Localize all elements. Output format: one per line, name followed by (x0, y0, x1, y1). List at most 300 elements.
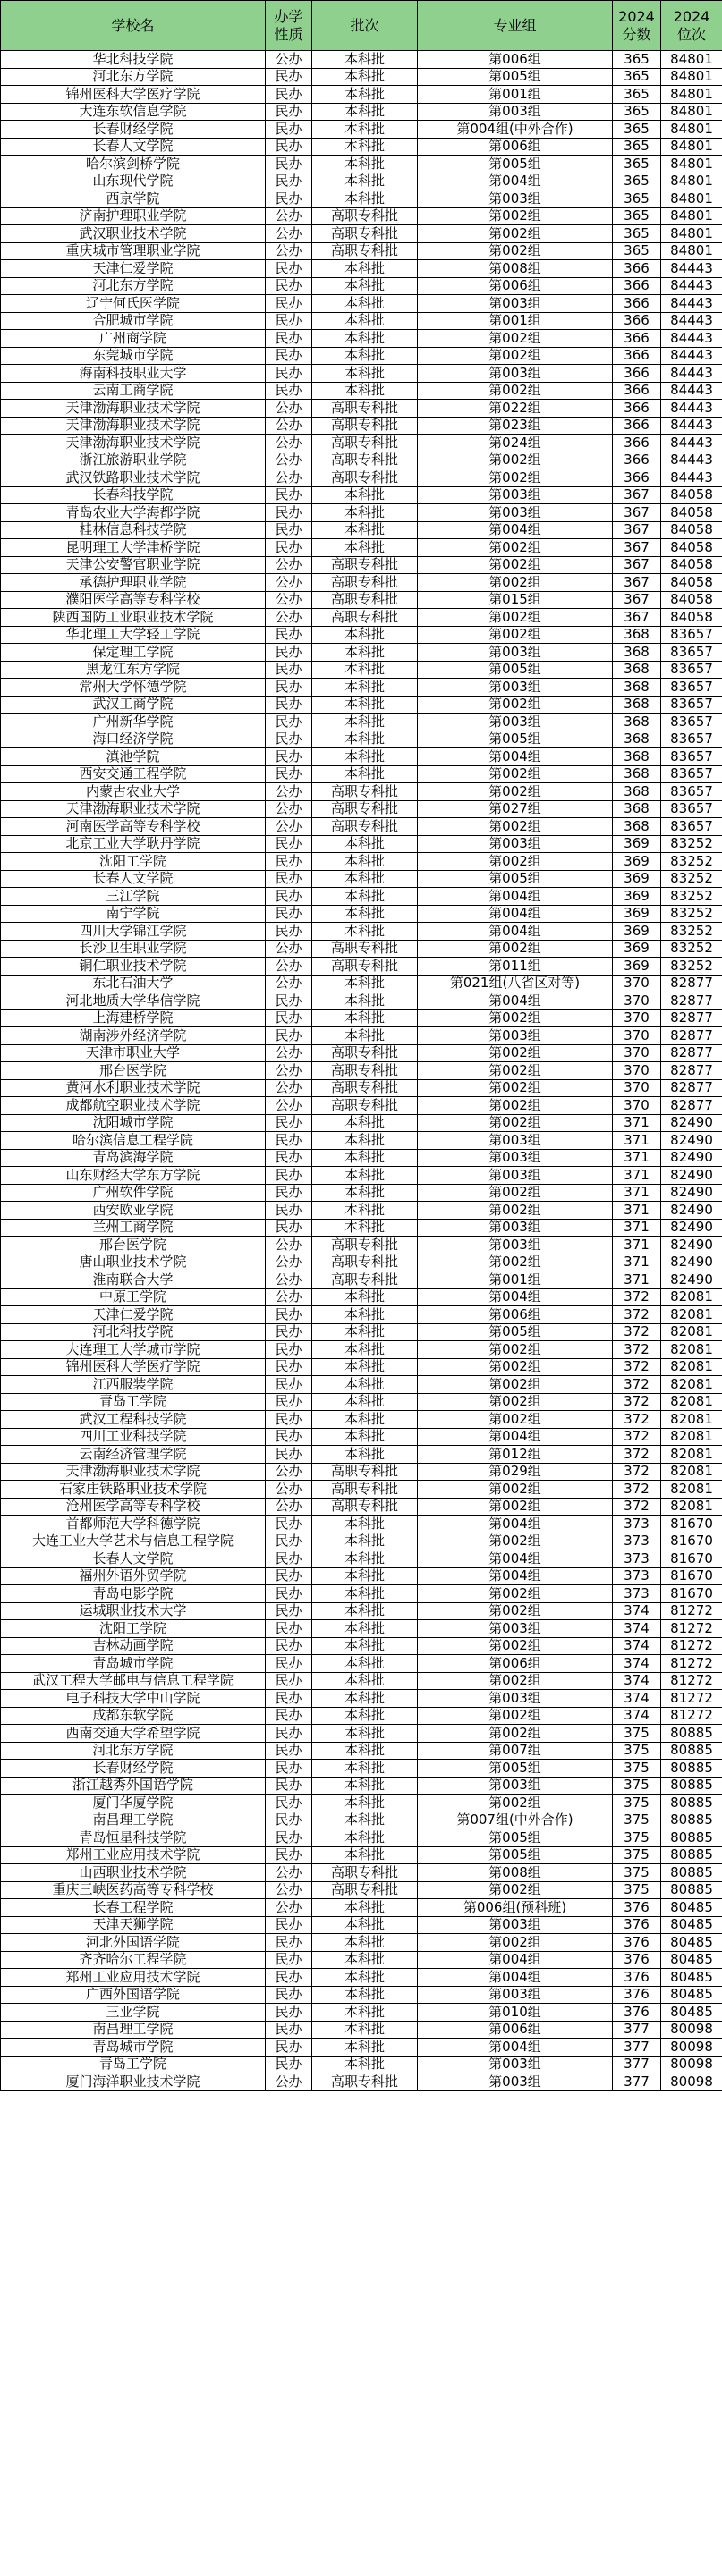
group-cell: 第002组 (418, 853, 613, 871)
rank-cell: 83252 (661, 923, 722, 941)
batch-cell: 本科批 (312, 1428, 418, 1446)
group-cell: 第002组 (418, 1602, 613, 1620)
score-cell: 372 (613, 1411, 661, 1429)
nature-cell: 民办 (266, 347, 312, 365)
rank-cell: 83657 (661, 626, 722, 644)
batch-cell: 高职专科批 (312, 2073, 418, 2091)
school-name-cell: 湖南涉外经济学院 (1, 1027, 266, 1045)
batch-cell: 本科批 (312, 504, 418, 522)
score-cell: 373 (613, 1585, 661, 1603)
nature-cell: 公办 (266, 1881, 312, 1899)
rank-cell: 84443 (661, 469, 722, 487)
batch-cell: 本科批 (312, 330, 418, 348)
school-name-cell: 天津渤海职业技术学院 (1, 1463, 266, 1481)
score-cell: 376 (613, 1916, 661, 1934)
rank-cell: 80885 (661, 1760, 722, 1778)
score-cell: 366 (613, 417, 661, 435)
group-cell: 第002组 (418, 1585, 613, 1603)
school-name-cell: 武汉职业技术学院 (1, 225, 266, 243)
batch-cell: 本科批 (312, 156, 418, 173)
school-name-cell: 青岛滨海学院 (1, 1149, 266, 1167)
rank-cell: 84058 (661, 556, 722, 574)
group-cell: 第029组 (418, 1463, 613, 1481)
table-row (1, 1079, 722, 1097)
nature-cell: 民办 (266, 1812, 312, 1829)
table-row (1, 1358, 722, 1376)
score-cell: 373 (613, 1550, 661, 1568)
batch-cell: 高职专科批 (312, 818, 418, 836)
batch-cell: 本科批 (312, 1132, 418, 1150)
school-name-cell: 濮阳医学高等专科学校 (1, 591, 266, 609)
nature-cell: 民办 (266, 1323, 312, 1341)
school-name-cell: 青岛工学院 (1, 1393, 266, 1411)
school-name-cell: 沈阳工学院 (1, 1620, 266, 1638)
school-name-cell: 广西外国语学院 (1, 1986, 266, 2004)
table-row (1, 1899, 722, 1917)
nature-cell: 民办 (266, 2021, 312, 2039)
table-row (1, 1009, 722, 1027)
group-cell: 第004组 (418, 888, 613, 906)
table-row (1, 1812, 722, 1829)
batch-cell: 本科批 (312, 696, 418, 714)
rank-cell: 83657 (661, 818, 722, 836)
batch-cell: 本科批 (312, 1358, 418, 1376)
score-cell: 373 (613, 1533, 661, 1550)
group-cell: 第002组 (418, 469, 613, 487)
school-name-cell: 黄河水利职业技术学院 (1, 1079, 266, 1097)
score-cell: 368 (613, 626, 661, 644)
school-name-cell: 辽宁何氏医学院 (1, 295, 266, 313)
rank-cell: 84443 (661, 452, 722, 469)
nature-cell: 民办 (266, 714, 312, 731)
nature-cell: 民办 (266, 1795, 312, 1812)
score-cell: 365 (613, 138, 661, 156)
school-name-cell: 青岛城市学院 (1, 2039, 266, 2057)
nature-cell: 公办 (266, 1254, 312, 1271)
group-cell: 第004组 (418, 173, 613, 190)
group-cell: 第002组 (418, 1795, 613, 1812)
score-cell: 374 (613, 1707, 661, 1725)
batch-cell: 本科批 (312, 365, 418, 383)
batch-cell: 本科批 (312, 382, 418, 400)
table-row (1, 156, 722, 173)
group-cell: 第002组 (418, 1934, 613, 1952)
school-name-cell: 青岛工学院 (1, 2056, 266, 2073)
score-cell: 366 (613, 330, 661, 348)
score-cell: 365 (613, 207, 661, 225)
group-cell: 第003组 (418, 1167, 613, 1185)
batch-cell: 本科批 (312, 1655, 418, 1673)
group-cell: 第006组(预科班) (418, 1899, 613, 1917)
score-cell: 367 (613, 486, 661, 504)
school-name-cell: 济南护理职业学院 (1, 207, 266, 225)
table-row (1, 1795, 722, 1812)
table-row (1, 2039, 722, 2057)
school-name-cell: 保定理工学院 (1, 644, 266, 662)
group-cell: 第005组 (418, 870, 613, 888)
score-cell: 371 (613, 1219, 661, 1237)
score-cell: 365 (613, 51, 661, 69)
nature-cell: 民办 (266, 992, 312, 1010)
score-cell: 372 (613, 1376, 661, 1394)
score-cell: 376 (613, 1951, 661, 1969)
rank-cell: 82490 (661, 1184, 722, 1202)
school-name-cell: 唐山职业技术学院 (1, 1254, 266, 1271)
group-cell: 第004组 (418, 1516, 613, 1533)
header-row (1, 1, 722, 51)
group-cell: 第004组 (418, 521, 613, 539)
group-cell: 第002组 (418, 1097, 613, 1115)
batch-cell: 本科批 (312, 1899, 418, 1917)
group-cell: 第010组 (418, 2004, 613, 2022)
batch-cell: 本科批 (312, 121, 418, 139)
group-cell: 第002组 (418, 1114, 613, 1132)
rank-cell: 81272 (661, 1672, 722, 1690)
school-name-cell: 长春工程学院 (1, 1899, 266, 1917)
score-cell: 371 (613, 1167, 661, 1185)
nature-cell: 公办 (266, 51, 312, 69)
batch-cell: 本科批 (312, 1951, 418, 1969)
rank-cell: 80485 (661, 1969, 722, 1987)
rank-cell: 83252 (661, 940, 722, 958)
batch-cell: 本科批 (312, 1969, 418, 1987)
nature-cell: 民办 (266, 1306, 312, 1324)
group-cell: 第002组 (418, 696, 613, 714)
group-cell: 第005组 (418, 731, 613, 748)
school-name-cell: 山西职业技术学院 (1, 1864, 266, 1882)
table-row (1, 1097, 722, 1115)
table-row (1, 295, 722, 313)
rank-cell: 80098 (661, 2073, 722, 2091)
rank-cell: 83657 (661, 696, 722, 714)
group-cell: 第002组 (418, 609, 613, 627)
nature-cell: 民办 (266, 923, 312, 941)
score-cell: 372 (613, 1481, 661, 1499)
rank-cell: 80885 (661, 1881, 722, 1899)
rank-cell: 80098 (661, 2056, 722, 2073)
school-name-cell: 黑龙江东方学院 (1, 661, 266, 679)
table-row (1, 1777, 722, 1795)
score-cell: 371 (613, 1184, 661, 1202)
table-row (1, 1567, 722, 1585)
nature-cell: 公办 (266, 940, 312, 958)
batch-cell: 本科批 (312, 68, 418, 86)
nature-cell: 民办 (266, 765, 312, 783)
rank-cell: 82081 (661, 1393, 722, 1411)
school-name-cell: 北京工业大学耿丹学院 (1, 835, 266, 853)
group-cell: 第005组 (418, 661, 613, 679)
table-row (1, 888, 722, 906)
rank-cell: 84801 (661, 190, 722, 208)
group-cell: 第002组 (418, 765, 613, 783)
group-cell: 第002组 (418, 1376, 613, 1394)
score-cell: 368 (613, 661, 661, 679)
table-row (1, 1271, 722, 1289)
batch-cell: 本科批 (312, 138, 418, 156)
rank-cell: 81670 (661, 1533, 722, 1550)
score-cell: 375 (613, 1812, 661, 1829)
batch-cell: 本科批 (312, 1725, 418, 1743)
nature-cell: 民办 (266, 365, 312, 383)
group-cell: 第004组 (418, 992, 613, 1010)
school-name-cell: 滇池学院 (1, 748, 266, 766)
rank-cell: 84443 (661, 417, 722, 435)
table-row (1, 539, 722, 557)
school-name-cell: 海南科技职业大学 (1, 365, 266, 383)
rank-cell: 82877 (661, 1079, 722, 1097)
table-row (1, 1219, 722, 1237)
rank-cell: 82081 (661, 1481, 722, 1499)
rank-cell: 84801 (661, 68, 722, 86)
school-name-cell: 河北东方学院 (1, 277, 266, 295)
school-name-cell: 山东财经大学东方学院 (1, 1167, 266, 1185)
group-cell: 第003组 (418, 295, 613, 313)
table-row (1, 696, 722, 714)
nature-cell: 民办 (266, 696, 312, 714)
group-cell: 第002组 (418, 1393, 613, 1411)
rank-cell: 83252 (661, 958, 722, 976)
school-name-cell: 河北地质大学华信学院 (1, 992, 266, 1010)
score-cell: 366 (613, 295, 661, 313)
group-cell: 第004组 (418, 748, 613, 766)
score-cell: 375 (613, 1846, 661, 1864)
batch-cell: 高职专科批 (312, 1271, 418, 1289)
school-name-cell: 齐齐哈尔工程学院 (1, 1951, 266, 1969)
header-group: 专业组 (418, 1, 613, 51)
rank-cell: 82490 (661, 1149, 722, 1167)
score-cell: 367 (613, 609, 661, 627)
header-rank: 2024 位次 (661, 1, 722, 51)
score-cell: 369 (613, 923, 661, 941)
group-cell: 第002组 (418, 452, 613, 469)
nature-cell: 民办 (266, 1637, 312, 1655)
school-name-cell: 成都航空职业技术学院 (1, 1097, 266, 1115)
batch-cell: 本科批 (312, 923, 418, 941)
group-cell: 第006组 (418, 277, 613, 295)
score-cell: 371 (613, 1114, 661, 1132)
table-row (1, 365, 722, 383)
batch-cell: 本科批 (312, 626, 418, 644)
rank-cell: 81272 (661, 1707, 722, 1725)
school-name-cell: 天津渤海职业技术学院 (1, 435, 266, 452)
table-row (1, 2056, 722, 2073)
score-cell: 370 (613, 975, 661, 992)
score-cell: 370 (613, 992, 661, 1010)
nature-cell: 民办 (266, 870, 312, 888)
group-cell: 第004组 (418, 1288, 613, 1306)
rank-cell: 84801 (661, 103, 722, 121)
school-name-cell: 青岛城市学院 (1, 1655, 266, 1673)
group-cell: 第006组 (418, 1306, 613, 1324)
table-row (1, 626, 722, 644)
nature-cell: 民办 (266, 1533, 312, 1550)
school-name-cell: 常州大学怀德学院 (1, 679, 266, 697)
school-name-cell: 郑州工业应用技术学院 (1, 1846, 266, 1864)
batch-cell: 本科批 (312, 1114, 418, 1132)
school-name-cell: 武汉工程科技学院 (1, 1411, 266, 1429)
table-row (1, 51, 722, 69)
group-cell: 第005组 (418, 1846, 613, 1864)
school-name-cell: 江西服装学院 (1, 1376, 266, 1394)
nature-cell: 公办 (266, 1864, 312, 1882)
score-cell: 375 (613, 1742, 661, 1760)
table-row (1, 853, 722, 871)
nature-cell: 民办 (266, 1219, 312, 1237)
score-cell: 375 (613, 1725, 661, 1743)
batch-cell: 高职专科批 (312, 207, 418, 225)
group-cell: 第002组 (418, 382, 613, 400)
group-cell: 第002组 (418, 1672, 613, 1690)
nature-cell: 公办 (266, 435, 312, 452)
rank-cell: 82877 (661, 1097, 722, 1115)
table-row (1, 138, 722, 156)
nature-cell: 民办 (266, 504, 312, 522)
batch-cell: 本科批 (312, 835, 418, 853)
rank-cell: 83252 (661, 835, 722, 853)
score-cell: 369 (613, 958, 661, 976)
school-name-cell: 石家庄铁路职业技术学院 (1, 1481, 266, 1499)
score-cell: 368 (613, 818, 661, 836)
table-row (1, 1428, 722, 1446)
school-name-cell: 西京学院 (1, 190, 266, 208)
group-cell: 第005组 (418, 68, 613, 86)
batch-cell: 高职专科批 (312, 1044, 418, 1062)
rank-cell: 84443 (661, 260, 722, 278)
group-cell: 第002组 (418, 1184, 613, 1202)
nature-cell: 民办 (266, 679, 312, 697)
table-row (1, 1986, 722, 2004)
score-cell: 365 (613, 156, 661, 173)
batch-cell: 本科批 (312, 1620, 418, 1638)
batch-cell: 本科批 (312, 486, 418, 504)
school-name-cell: 长春财经学院 (1, 1760, 266, 1778)
nature-cell: 民办 (266, 1393, 312, 1411)
school-name-cell: 天津市职业大学 (1, 1044, 266, 1062)
batch-cell: 本科批 (312, 86, 418, 104)
batch-cell: 本科批 (312, 1795, 418, 1812)
rank-cell: 84443 (661, 312, 722, 330)
batch-cell: 本科批 (312, 1916, 418, 1934)
group-cell: 第003组 (418, 679, 613, 697)
rank-cell: 84443 (661, 277, 722, 295)
group-cell: 第002组 (418, 539, 613, 557)
rank-cell: 80885 (661, 1777, 722, 1795)
score-cell: 365 (613, 242, 661, 260)
group-cell: 第004组 (418, 1951, 613, 1969)
nature-cell: 民办 (266, 521, 312, 539)
group-cell: 第005组 (418, 156, 613, 173)
nature-cell: 公办 (266, 800, 312, 818)
nature-cell: 公办 (266, 609, 312, 627)
score-cell: 374 (613, 1690, 661, 1708)
school-name-cell: 厦门华厦学院 (1, 1795, 266, 1812)
score-cell: 367 (613, 521, 661, 539)
rank-cell: 82081 (661, 1463, 722, 1481)
table-row (1, 2073, 722, 2091)
group-cell: 第003组 (418, 504, 613, 522)
school-name-cell: 哈尔滨信息工程学院 (1, 1132, 266, 1150)
score-cell: 376 (613, 1969, 661, 1987)
table-row (1, 400, 722, 418)
batch-cell: 高职专科批 (312, 1864, 418, 1882)
score-cell: 369 (613, 940, 661, 958)
school-name-cell: 云南工商学院 (1, 382, 266, 400)
table-row (1, 1655, 722, 1673)
rank-cell: 84801 (661, 121, 722, 139)
batch-cell: 本科批 (312, 51, 418, 69)
school-name-cell: 厦门海洋职业技术学院 (1, 2073, 266, 2091)
nature-cell: 民办 (266, 1184, 312, 1202)
table-row (1, 1184, 722, 1202)
group-cell: 第006组 (418, 2021, 613, 2039)
group-cell: 第003组 (418, 1237, 613, 1254)
table-row (1, 1864, 722, 1882)
score-cell: 370 (613, 1079, 661, 1097)
school-name-cell: 哈尔滨剑桥学院 (1, 156, 266, 173)
batch-cell: 本科批 (312, 103, 418, 121)
rank-cell: 82490 (661, 1167, 722, 1185)
nature-cell: 公办 (266, 207, 312, 225)
rank-cell: 80098 (661, 2021, 722, 2039)
table-row (1, 1288, 722, 1306)
table-row (1, 923, 722, 941)
score-cell: 377 (613, 2073, 661, 2091)
batch-cell: 本科批 (312, 1742, 418, 1760)
school-name-cell: 大连东软信息学院 (1, 103, 266, 121)
rank-cell: 83252 (661, 853, 722, 871)
nature-cell: 公办 (266, 1899, 312, 1917)
table-row (1, 1846, 722, 1864)
rank-cell: 82081 (661, 1376, 722, 1394)
batch-cell: 高职专科批 (312, 574, 418, 592)
group-cell: 第004组 (418, 1428, 613, 1446)
rank-cell: 84801 (661, 51, 722, 69)
batch-cell: 本科批 (312, 1986, 418, 2004)
batch-cell: 本科批 (312, 1219, 418, 1237)
school-name-cell: 四川工业科技学院 (1, 1428, 266, 1446)
school-name-cell: 邢台医学院 (1, 1062, 266, 1080)
group-cell: 第003组 (418, 2073, 613, 2091)
school-name-cell: 山东现代学院 (1, 173, 266, 190)
group-cell: 第002组 (418, 225, 613, 243)
table-row (1, 1254, 722, 1271)
score-cell: 368 (613, 644, 661, 662)
school-name-cell: 东北石油大学 (1, 975, 266, 992)
school-name-cell: 广州商学院 (1, 330, 266, 348)
rank-cell: 81272 (661, 1602, 722, 1620)
nature-cell: 民办 (266, 312, 312, 330)
group-cell: 第004组 (418, 1550, 613, 1568)
nature-cell: 公办 (266, 469, 312, 487)
table-row (1, 609, 722, 627)
table-row (1, 1114, 722, 1132)
nature-cell: 民办 (266, 1672, 312, 1690)
batch-cell: 高职专科批 (312, 591, 418, 609)
batch-cell: 本科批 (312, 1009, 418, 1027)
school-name-cell: 重庆三峡医药高等专科学校 (1, 1881, 266, 1899)
score-cell: 371 (613, 1271, 661, 1289)
table-row (1, 1149, 722, 1167)
table-row (1, 1027, 722, 1045)
group-cell: 第001组 (418, 86, 613, 104)
nature-cell: 公办 (266, 1463, 312, 1481)
batch-cell: 本科批 (312, 295, 418, 313)
score-cell: 366 (613, 277, 661, 295)
table-body (1, 51, 722, 2091)
batch-cell: 本科批 (312, 1812, 418, 1829)
score-cell: 372 (613, 1393, 661, 1411)
rank-cell: 83252 (661, 905, 722, 923)
